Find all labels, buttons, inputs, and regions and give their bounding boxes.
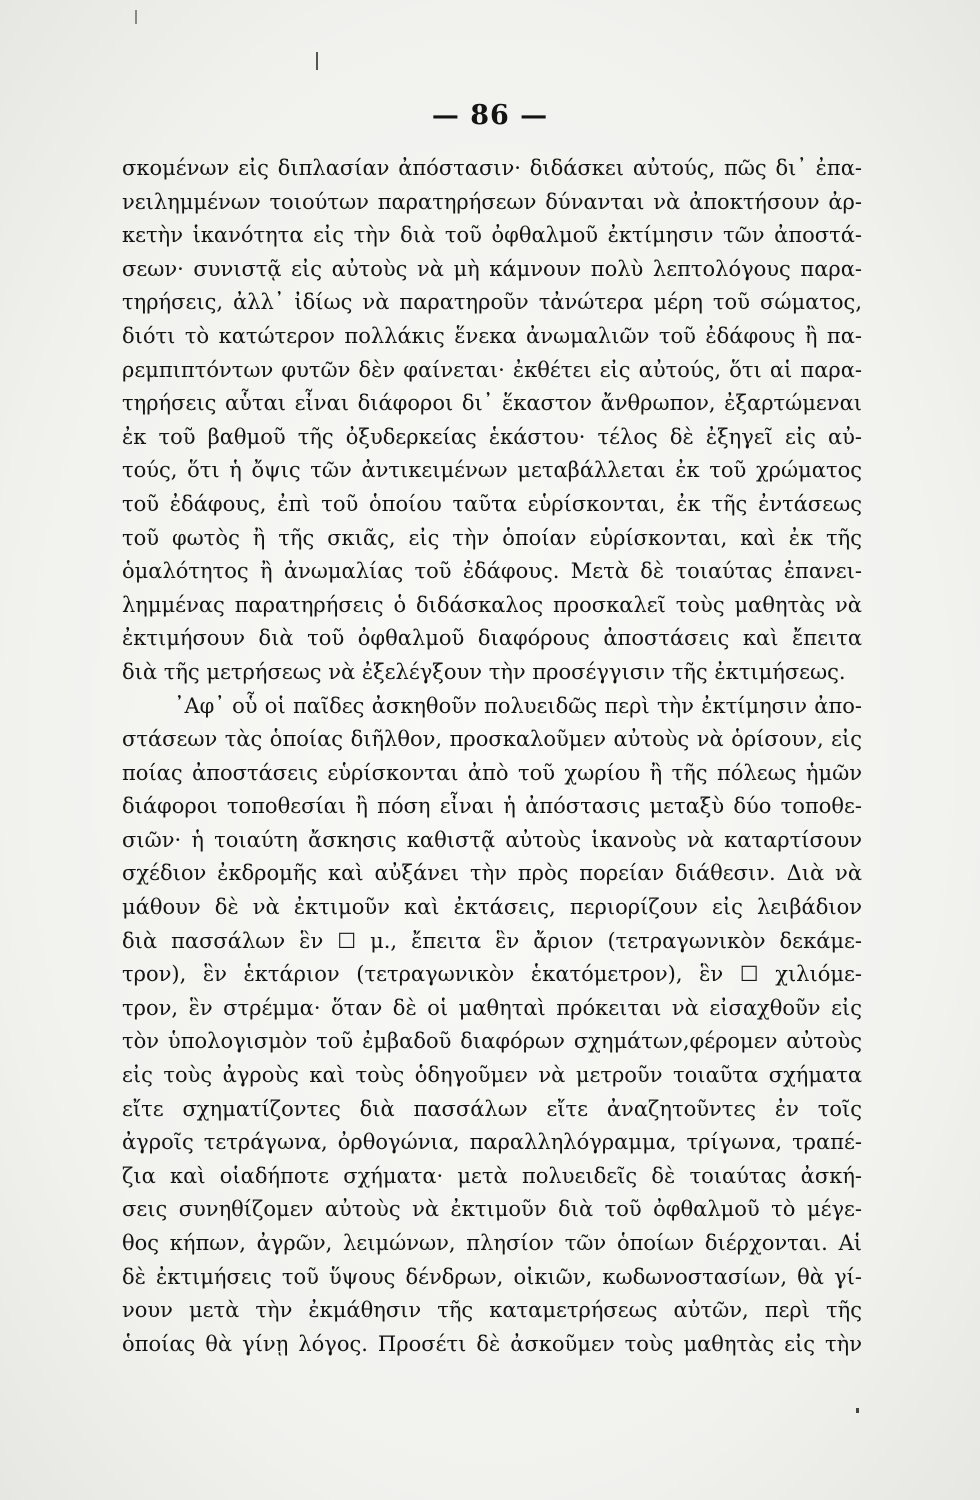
text-line: σεων· συνιστᾷ εἰς αὐτοὺς νὰ μὴ κάμνουν πολὺ λεπτολόγους παρα- [122,256,862,281]
text-line: δὲ ἐκτιμήσεις τοῦ ὕψους δένδρων, οἰκιῶν, κωδωνοστασίων, θὰ γί- [122,1264,862,1289]
text-line: εἴτε σχηματίζοντες διὰ πασσάλων εἴτε ἀναζητοῦντες ἐν τοῖς [122,1096,862,1121]
text-line: μάθουν δὲ νὰ ἐκτιμοῦν καὶ ἐκτάσεις, περιορίζουν εἰς λειβάδιον [122,895,862,920]
text-line: τούς, ὅτι ἡ ὄψις τῶν ἀντικειμένων μεταβάλλεται ἐκ τοῦ χρώματος [122,458,862,483]
text-line: ἀγροῖς τετράγωνα, ὀρθογώνια, παραλληλόγραμμα, τρίγωνα, τραπέ- [122,1130,862,1155]
text-line: ᾽Αφ᾽ οὗ οἱ παῖδες ἀσκηθοῦν πολυειδῶς περὶ τὴν ἐκτίμησιν ἀπο- [174,693,862,718]
body-text [122,152,862,1361]
text-line: σκομένων εἰς διπλασίαν ἀπόστασιν· διδάσκει αὐτούς, πῶς δι᾽ ἐπα- [122,156,862,180]
text-line: σιῶν· ἡ τοιαύτη ἄσκησις καθιστᾷ αὐτοὺς ἱκανοὺς νὰ καταρτίσουν [122,827,862,852]
text-line: νουν μετὰ τὴν ἐκμάθησιν τῆς καταμετρήσεως αὐτῶν, περὶ τῆς [122,1298,862,1323]
text-line: λημμένας παρατηρήσεις ὁ διδάσκαλος προσκαλεῖ τοὺς μαθητὰς νὰ [122,592,862,617]
scan-speck [135,10,137,24]
scan-speck [316,52,318,70]
text-line: ἐκτιμήσουν διὰ τοῦ ὀφθαλμοῦ διαφόρους ἀποστάσεις καὶ ἔπειτα [122,626,862,651]
text-line: τρον), ἓν ἑκτάριον (τετραγωνικὸν ἑκατόμετρον), ἓν ☐ χιλιόμε- [122,962,862,987]
text-line: κετὴν ἱκανότητα εἰς τὴν διὰ τοῦ ὀφθαλμοῦ ἐκτίμησιν τῶν ἀποστά- [122,223,862,248]
text-line: ὁμαλότητος ἢ ἀνωμαλίας τοῦ ἐδάφους. Μετὰ δὲ τοιαύτας ἐπανει- [122,559,862,584]
text-line: διὰ τῆς μετρήσεως νὰ ἐξελέγξουν τὴν προσέγγισιν τῆς ἐκτιμήσεως. [122,659,846,684]
text-line: ὁποίας θὰ γίνῃ λόγος. Προσέτι δὲ ἀσκοῦμεν τοὺς μαθητὰς εἰς τὴν [122,1331,862,1356]
text-line: τοῦ φωτὸς ἢ τῆς σκιᾶς, εἰς τὴν ὁποίαν εὑρίσκονται, καὶ ἐκ τῆς [122,525,862,550]
text-line: ἐκ τοῦ βαθμοῦ τῆς ὀξυδερκείας ἑκάστου· τέλος δὲ ἐξηγεῖ εἰς αὐ- [122,424,862,449]
text-line: στάσεων τὰς ὁποίας διῆλθον, προσκαλοῦμεν αὐτοὺς νὰ ὁρίσουν, εἰς [122,727,862,752]
text-line: διότι τὸ κατώτερον πολλάκις ἕνεκα ἀνωμαλιῶν τοῦ ἐδάφους ἢ πα- [122,323,862,348]
text-line: σεις συνηθίζομεν αὐτοὺς νὰ ἐκτιμοῦν διὰ τοῦ ὀφθαλμοῦ τὸ μέγε- [122,1197,862,1222]
text-line: εἰς τοὺς ἀγροὺς καὶ τοὺς ὁδηγοῦμεν νὰ μετροῦν τοιαῦτα σχήματα [122,1063,862,1088]
text-line: τηρήσεις αὗται εἶναι διάφοροι δι᾽ ἕκαστον ἄνθρωπον, ἐξαρτώμεναι [122,391,862,416]
text-line: διὰ πασσάλων ἓν ☐ μ., ἔπειτα ἓν ἄριον (τετραγωνικὸν δεκάμε- [122,928,862,953]
text-line: ζια καὶ οἱαδήποτε σχήματα· μετὰ πολυειδεῖς δὲ τοιαύτας ἀσκή- [122,1163,862,1188]
text-line: τὸν ὑπολογισμὸν τοῦ ἐμβαδοῦ διαφόρων σχημάτων,φέρομεν αὐτοὺς [122,1029,862,1054]
text-line: ποίας ἀποστάσεις εὑρίσκονται ἀπὸ τοῦ χωρίου ἢ τῆς πόλεως ἡμῶν [122,760,862,785]
text-line: ρεμπιπτόντων φυτῶν δὲν φαίνεται· ἐκθέτει εἰς αὐτούς, ὅτι αἱ παρα- [122,357,862,382]
text-line: τηρήσεις, ἀλλ᾽ ἰδίως νὰ παρατηροῦν τἀνώτερα μέρη τοῦ σώματος, [122,290,862,315]
page-number: — 86 — [431,100,549,131]
scan-speck [856,1408,859,1413]
text-line: τρον, ἓν στρέμμα· ὅταν δὲ οἱ μαθηταὶ πρόκειται νὰ εἰσαχθοῦν εἰς [122,995,862,1020]
text-line: τοῦ ἐδάφους, ἐπὶ τοῦ ὁποίου ταῦτα εὑρίσκονται, ἐκ τῆς ἐντάσεως [122,491,862,516]
text-line: νειλημμένων τοιούτων παρατηρήσεων δύνανται νὰ ἀποκτήσουν ἀρ- [122,189,862,214]
text-line: σχέδιον ἐκδρομῆς καὶ αὐξάνει τὴν πρὸς πορείαν διάθεσιν. Διὰ νὰ [122,861,862,886]
text-line: διάφοροι τοποθεσίαι ἢ πόση εἶναι ἡ ἀπόστασις μεταξὺ δύο τοποθε- [122,794,862,819]
text-line: θος κήπων, ἀγρῶν, λειμώνων, πλησίον τῶν ὁποίων διέρχονται. Αἱ [122,1231,862,1255]
